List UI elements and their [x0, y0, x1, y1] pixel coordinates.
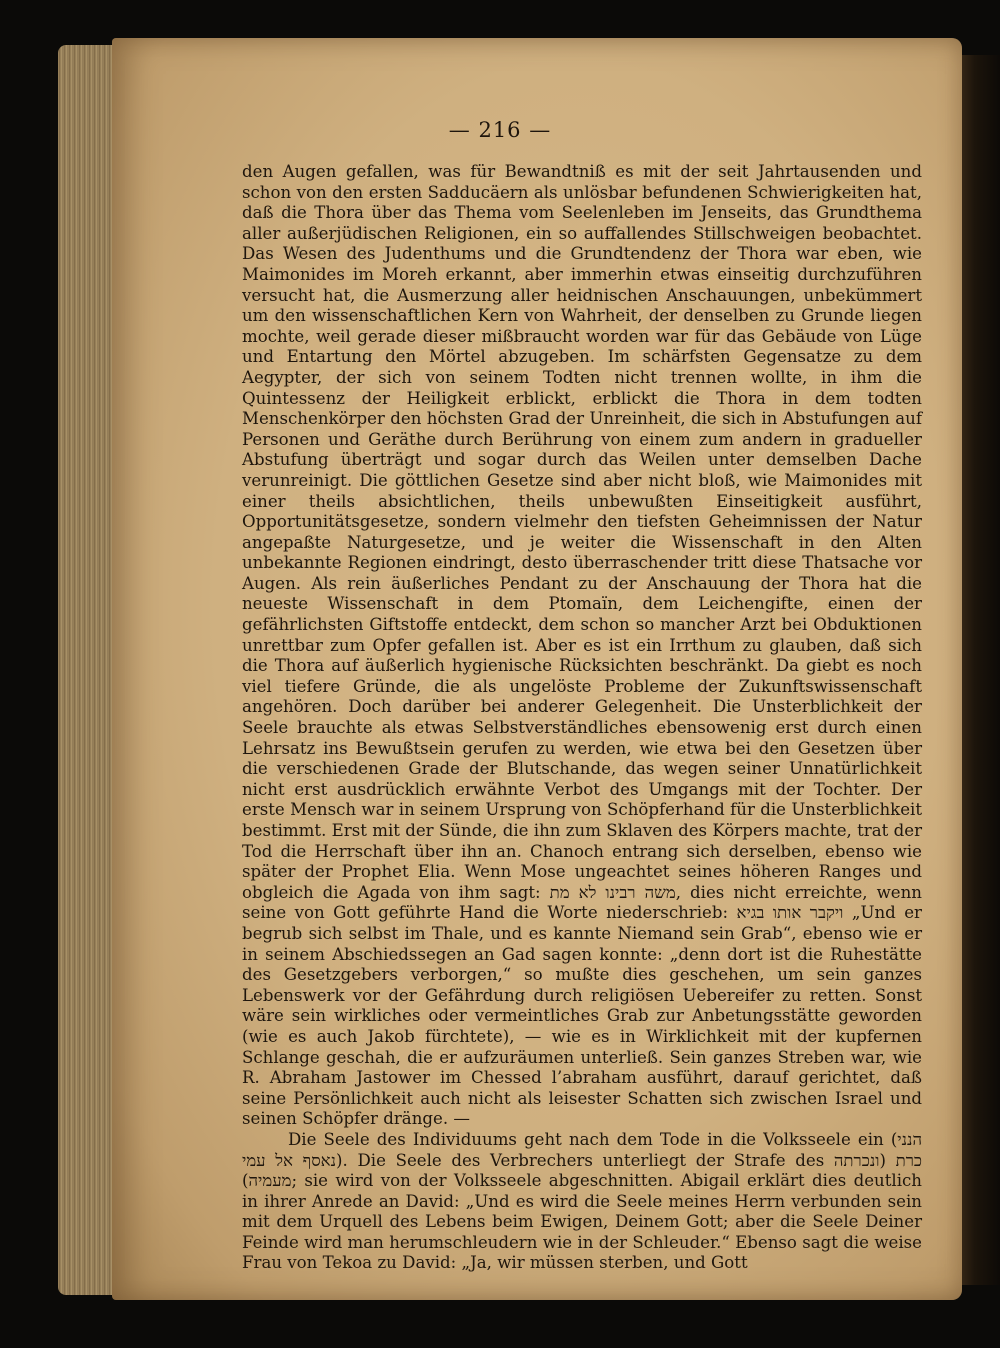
- book-page-edges: [58, 45, 118, 1295]
- paragraph-2: Die Seele des Individuums geht nach dem Tode in die Volksseele ein (הנני נאסף אל עמי). Die Seele des Verbrechers unterliegt der Strafe des כרת (ונכרתה מעמיה); sie wird von der Volksseele abgeschnitten. Abigail erklärt dies deutlich in ihrer Anrede an David: „Und es wird die Seele meines Herrn verbunden sein mit dem Urquell des Lebens beim Ewigen, Deinem Gott; aber die Seele Deiner Feinde wird man herumschleudern wie in der Schleuder.“ Ebenso sagt die weise Frau von Tekoa zu David: „Ja, wir müssen sterben, und Gott: [242, 1129, 922, 1273]
- body-text: [242, 162, 922, 1274]
- paragraph-1: den Augen gefallen, was für Bewandtniß es mit der seit Jahrtausenden und schon von den ersten Sadducäern als unlösbar befundenen Schwierigkeiten hat, daß die Thora über das Thema vom Seelenleben im Jenseits, das Grundthema aller außerjüdischen Religionen, ein so auffallendes Stillschweigen beobachtet. Das Wesen des Judenthums und die Grundtendenz der Thora war eben, wie Maimonides im Moreh erkannt, aber immerhin etwas einseitig durchzuführen versucht hat, die Ausmerzung aller heidnischen Anschauungen, unbekümmert um den wissenschaftlichen Kern von Wahrheit, der denselben zu Grunde liegen mochte, weil gerade dieser mißbraucht worden war für das Gebäude von Lüge und Entartung den Mörtel abzugeben. Im schärfsten Gegensatze zu dem Aegypter, der sich von seinem Todten nicht trennen wollte, in ihm die Quintessenz der Heiligkeit erblickt, erblickt die Thora in dem todten Menschenkörper den höchsten Grad der Unreinheit, die sich in Abstufungen auf Personen und Geräthe durch Berührung von einem zum andern in gradueller Abstufung überträgt und sogar durch das Weilen unter demselben Dache verunreinigt. Die göttlichen Gesetze sind aber nicht bloß, wie Maimonides mit einer theils absichtlichen, theils unbewußten Einseitigkeit ausführt, Opportunitätsgesetze, sondern vielmehr den tiefsten Geheimnissen der Natur angepaßte Naturgesetze, und je weiter die Wissenschaft in den Alten unbekannte Regionen eindringt, desto überraschender tritt diese Thatsache vor Augen. Als rein äußerliches Pendant zu der Anschauung der Thora hat die neueste Wissenschaft in dem Ptomaïn, dem Leichengifte, einen der gefährlichsten Giftstoffe entdeckt, dem schon so mancher Arzt bei Obduktionen unrettbar zum Opfer gefallen ist. Aber es ist ein Irrthum zu glauben, daß sich die Thora auf äußerlich hygienische Rücksichten beschränkt. Da giebt es noch viel tiefere Gründe, die als ungelöste Probleme der Zukunftswissenschaft angehören. Doch darüber bei anderer Gelegenheit. Die Unsterblichkeit der Seele brauchte als etwas Selbstverständliches ebensowenig erst durch einen Lehrsatz ins Bewußtsein gerufen zu werden, wie etwa bei den Gesetzen über die verschiedenen Grade der Blutschande, das wegen seiner Unnatürlichkeit nicht erst ausdrücklich erwähnte Verbot des Umgangs mit der Tochter. Der erste Mensch war in seinem Ursprung von Schöpferhand für die Unsterblichkeit bestimmt. Erst mit der Sünde, die ihn zum Sklaven des Körpers machte, trat der Tod die Herrschaft über ihn an. Chanoch entrang sich derselben, ebenso wie später der Prophet Elia. Wenn Mose ungeachtet seines höheren Ranges und obgleich die Agada von ihm sagt: משה רבינו לא מת, dies nicht erreichte, wenn seine von Gott geführte Hand die Worte niederschrieb: ויקבר אותו בגיא „Und er begrub sich selbst im Thale, und es kannte Niemand sein Grab“, ebenso wie er in seinem Abschiedssegen an Gad sagen konnte: „denn dort ist die Ruhestätte des Gesetzgebers verborgen,“ so mußte dies geschehen, um sein ganzes Lebenswerk vor der Gefährdung durch religiösen Uebereifer zu retten. Sonst wäre sein wirkliches oder vermeintliches Grab zur Anbetungsstätte geworden (wie es auch Jakob fürchtete), — wie es in Wirklichkeit mit der kupfernen Schlange geschah, die er aufzuräumen unterließ. Sein ganzes Streben war, wie R. Abraham Jastower im Chessed l’abraham ausführt, darauf gerichtet, daß seine Persönlichkeit auch nicht als leisester Schatten sich zwischen Israel und seinen Schöpfer dränge. —: [242, 162, 922, 1129]
- page-number: — 216 —: [448, 118, 552, 142]
- book-right-cover: [958, 55, 1000, 1285]
